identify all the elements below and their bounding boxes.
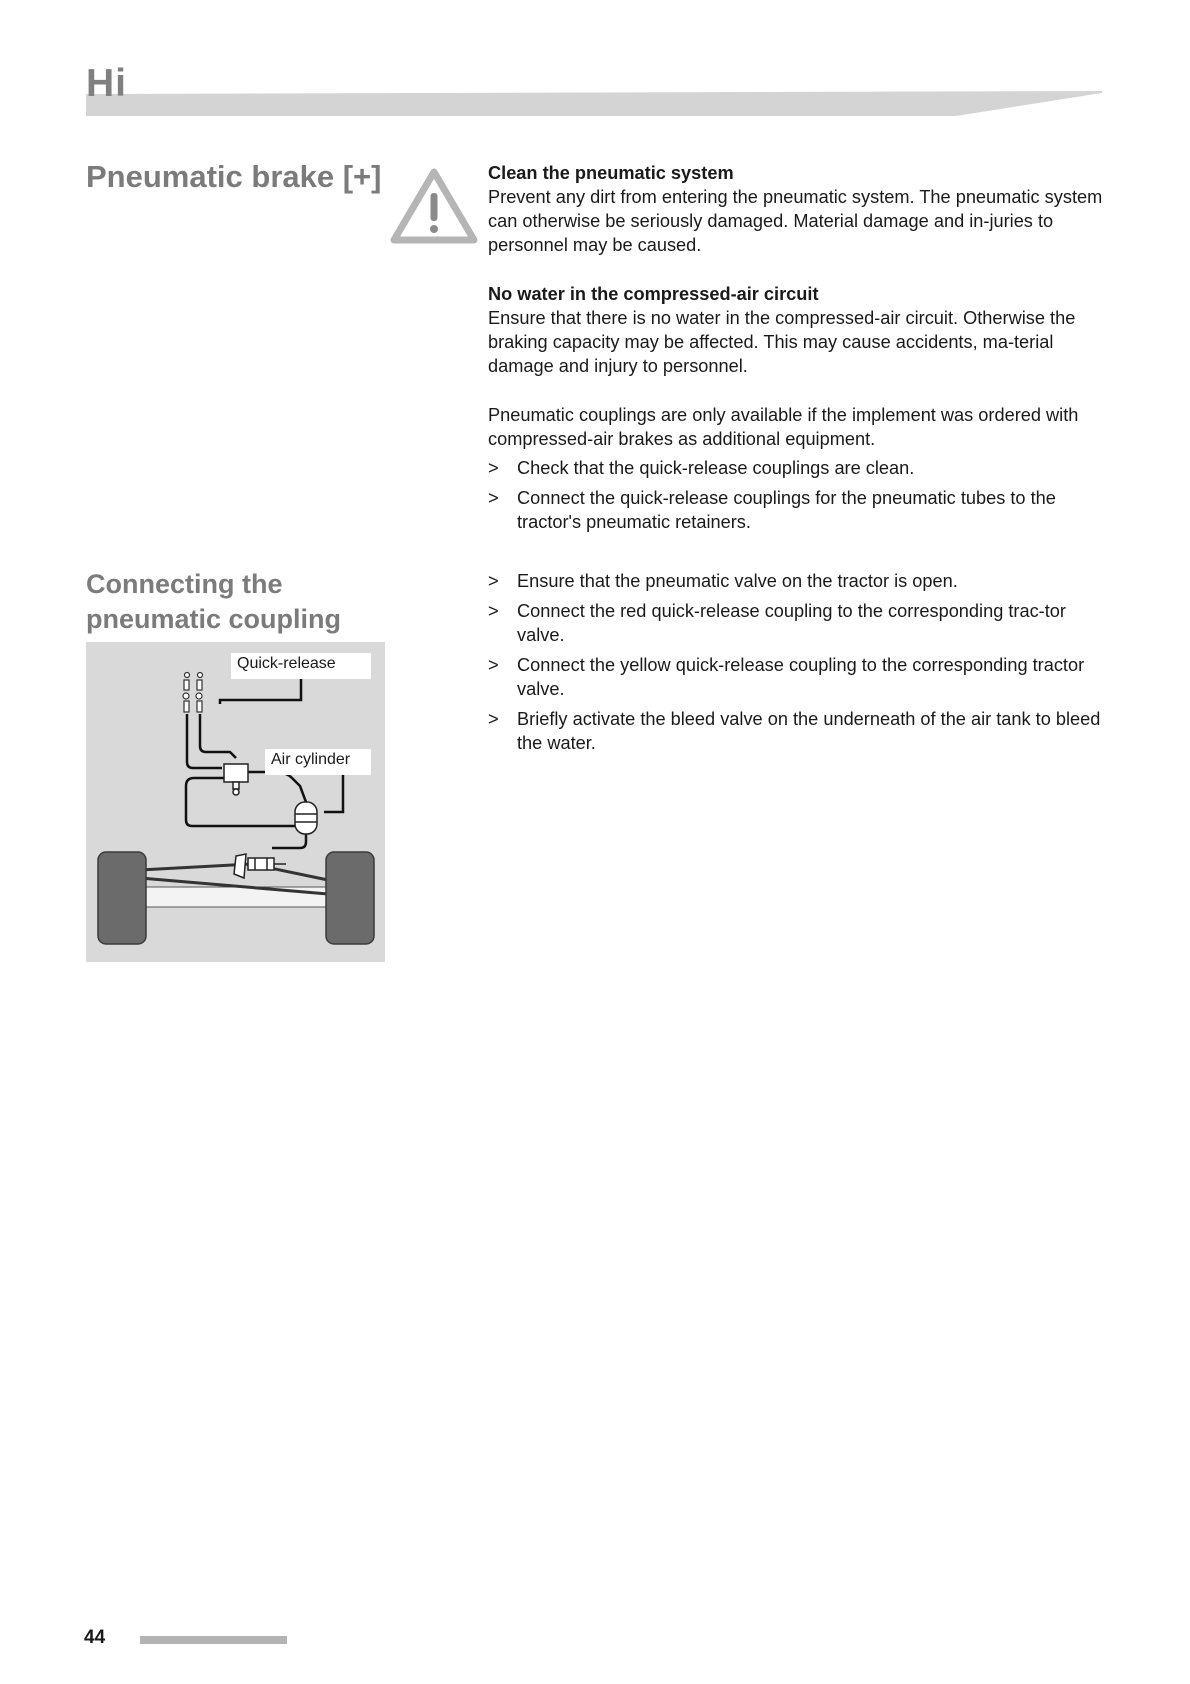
step-item bbox=[488, 486, 1110, 534]
callout-air-cylinder: Air cylinder bbox=[265, 749, 371, 775]
intro-text: Pneumatic couplings are only available if the implement was ordered with compressed-air brakes as additional equipment. bbox=[488, 405, 1079, 449]
header-bar bbox=[86, 91, 1102, 116]
section-title-connecting-coupling: Connecting the pneumatic coupling bbox=[86, 569, 342, 635]
air-tank bbox=[295, 802, 317, 840]
diagram-drawing bbox=[86, 642, 385, 962]
quick-release-couplings bbox=[183, 673, 203, 713]
warning-heading: No water in the compressed-air circuit bbox=[488, 284, 819, 304]
wheel-right bbox=[326, 852, 374, 944]
warning-no-water bbox=[488, 282, 1110, 378]
step-item bbox=[488, 653, 1110, 701]
brake-cylinder bbox=[234, 854, 286, 878]
step-text: Connect the yellow quick-release coupling to the corresponding tractor valve. bbox=[517, 655, 1085, 699]
wheel-left bbox=[98, 852, 146, 944]
step-text: Ensure that the pneumatic valve on the tractor is open. bbox=[517, 571, 958, 591]
warning-icon bbox=[390, 166, 478, 246]
step-item bbox=[488, 707, 1110, 755]
intro-paragraph bbox=[488, 403, 1110, 451]
header-title: Hi bbox=[86, 62, 127, 105]
steps-list-2 bbox=[488, 569, 1110, 761]
step-text: Briefly activate the bleed valve on the underneath of the air tank to bleed the water. bbox=[517, 709, 1101, 753]
warning-clean-system bbox=[488, 161, 1110, 257]
callout-quick-release: Quick-release bbox=[231, 653, 371, 679]
bullet-marker: > bbox=[488, 458, 499, 478]
bullet-marker: > bbox=[488, 655, 499, 675]
step-text: Connect the quick-release couplings for the pneumatic tubes to the tractor's pneumatic retainers. bbox=[517, 488, 1056, 532]
warning-text: Prevent any dirt from entering the pneumatic system. The pneumatic system can otherwise be seriously damaged. Material damage and in-juries to personnel may be caused. bbox=[488, 187, 1103, 255]
step-text: Check that the quick-release couplings are clean. bbox=[517, 458, 915, 478]
steps-list-1 bbox=[488, 456, 1110, 540]
step-text: Connect the red quick-release coupling to the corresponding trac-tor valve. bbox=[517, 601, 1066, 645]
warning-heading: Clean the pneumatic system bbox=[488, 163, 734, 183]
brake-valve bbox=[224, 764, 248, 795]
bullet-marker: > bbox=[488, 601, 499, 621]
page-number: 44 bbox=[84, 1627, 106, 1648]
section-title-pneumatic-brake: Pneumatic brake [+] bbox=[86, 159, 382, 194]
step-item bbox=[488, 456, 1110, 480]
bullet-marker: > bbox=[488, 709, 499, 729]
bullet-marker: > bbox=[488, 571, 499, 591]
step-item bbox=[488, 599, 1110, 647]
pneumatic-diagram bbox=[86, 642, 385, 962]
bullet-marker: > bbox=[488, 488, 499, 508]
footer-bar bbox=[140, 1636, 287, 1644]
warning-text: Ensure that there is no water in the compressed-air circuit. Otherwise the braking capacity may be affected. This may cause accidents, ma-terial damage and injury to personnel. bbox=[488, 308, 1076, 376]
step-item bbox=[488, 569, 1110, 593]
